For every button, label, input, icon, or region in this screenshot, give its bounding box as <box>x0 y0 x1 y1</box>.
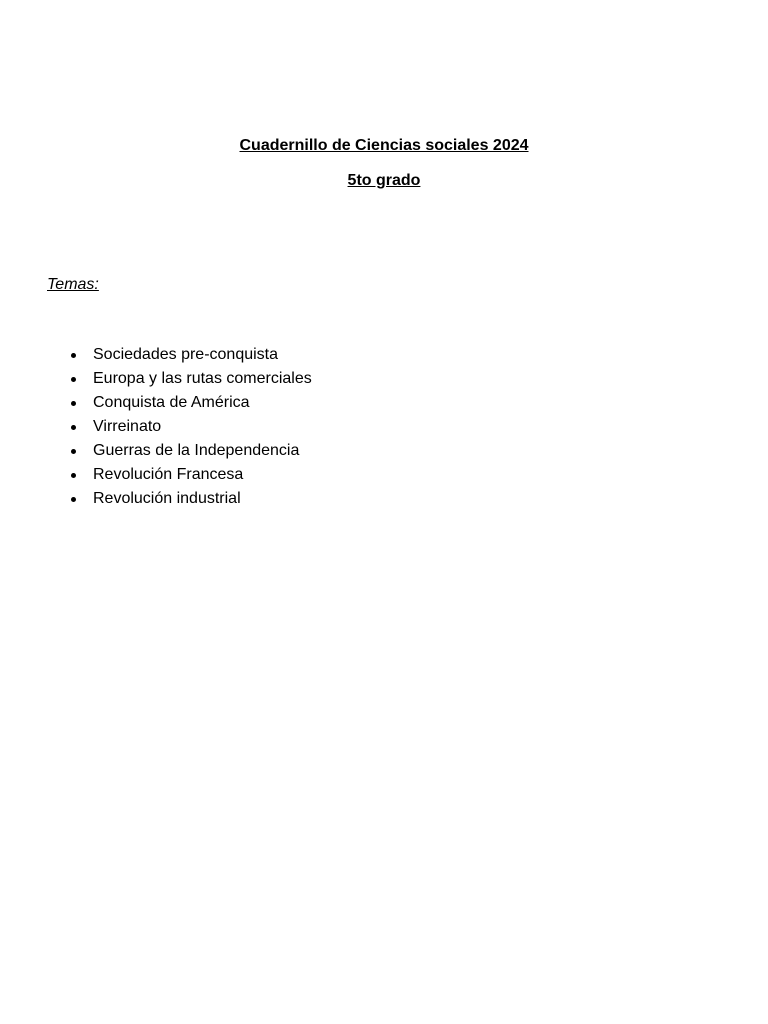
bullet-icon <box>71 401 76 406</box>
bullet-icon <box>71 449 76 454</box>
document-title: Cuadernillo de Ciencias sociales 2024 <box>239 137 529 154</box>
topic-label: Virreinato <box>93 418 162 435</box>
bullet-icon <box>71 473 76 478</box>
grade-subtitle: 5to grado <box>347 172 421 189</box>
topic-label: Revolución Francesa <box>93 466 244 483</box>
topic-label: Conquista de América <box>93 394 250 411</box>
bullet-icon <box>71 497 76 502</box>
topic-label: Revolución industrial <box>93 490 241 507</box>
topic-label: Europa y las rutas comerciales <box>93 370 312 387</box>
bullet-icon <box>71 377 76 382</box>
bullet-icon <box>71 353 76 358</box>
topics-heading: Temas: <box>47 276 99 293</box>
topic-label: Sociedades pre-conquista <box>93 346 279 363</box>
bullet-icon <box>71 425 76 430</box>
topic-label: Guerras de la Independencia <box>93 442 300 459</box>
